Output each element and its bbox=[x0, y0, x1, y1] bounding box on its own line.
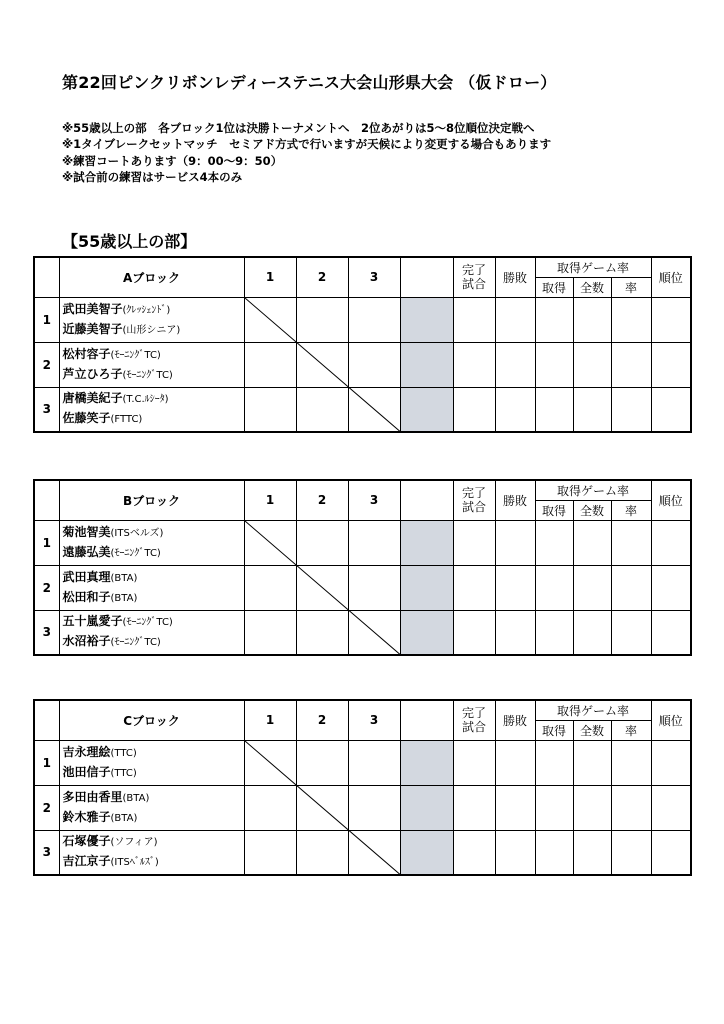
player-club: (ITSベルズ) bbox=[110, 527, 164, 539]
block-table-1 bbox=[33, 256, 692, 433]
player-club: (BTA) bbox=[110, 592, 138, 604]
result-cell bbox=[495, 387, 535, 432]
col-header-1: 1 bbox=[244, 480, 296, 520]
match-cell bbox=[244, 830, 296, 875]
result-cell bbox=[535, 830, 573, 875]
match-cell bbox=[296, 565, 348, 610]
player-name: 唐橋美紀子 bbox=[62, 391, 123, 406]
player-pair bbox=[59, 785, 244, 830]
result-cell bbox=[453, 297, 495, 342]
player-line bbox=[63, 543, 244, 563]
block-name: Cブロック bbox=[59, 700, 244, 740]
result-cell bbox=[573, 610, 611, 655]
player-club: (ﾓｰﾆﾝｸﾞTC) bbox=[110, 349, 161, 361]
player-name: 松村容子 bbox=[62, 346, 111, 361]
shaded-cell bbox=[400, 342, 453, 387]
col-header-1: 1 bbox=[244, 257, 296, 297]
match-cell bbox=[244, 342, 296, 387]
player-line bbox=[63, 612, 244, 632]
zensu-header: 全数 bbox=[573, 720, 611, 740]
player-line bbox=[63, 743, 244, 763]
shaded-cell bbox=[400, 387, 453, 432]
shaded-cell bbox=[400, 740, 453, 785]
shaded-cell bbox=[400, 297, 453, 342]
result-cell bbox=[651, 520, 691, 565]
shaded-cell bbox=[400, 520, 453, 565]
shutoku-header: 取得 bbox=[535, 277, 573, 297]
shaded-cell bbox=[400, 785, 453, 830]
shaded-cell bbox=[400, 610, 453, 655]
result-cell bbox=[651, 565, 691, 610]
result-cell bbox=[535, 297, 573, 342]
blank-header bbox=[400, 700, 453, 740]
player-row bbox=[34, 830, 691, 875]
result-cell bbox=[573, 387, 611, 432]
result-cell bbox=[611, 785, 651, 830]
player-name: 五十嵐愛子 bbox=[62, 614, 123, 629]
block-table-2 bbox=[33, 479, 692, 656]
match-cell bbox=[296, 520, 348, 565]
row-index: 1 bbox=[34, 297, 59, 342]
corner-cell bbox=[34, 257, 59, 297]
row-index: 3 bbox=[34, 387, 59, 432]
juni-header: 順位 bbox=[651, 700, 691, 740]
player-club: (ﾓｰﾆﾝｸﾞTC) bbox=[122, 369, 173, 381]
row-index: 1 bbox=[34, 740, 59, 785]
row-index: 2 bbox=[34, 785, 59, 830]
player-club: (BTA) bbox=[122, 792, 150, 804]
col-header-2: 2 bbox=[296, 257, 348, 297]
player-name: 武田美智子 bbox=[62, 301, 123, 316]
row-index: 3 bbox=[34, 830, 59, 875]
result-cell bbox=[495, 565, 535, 610]
match-cell bbox=[296, 342, 348, 387]
result-cell bbox=[651, 387, 691, 432]
result-cell bbox=[611, 740, 651, 785]
player-pair bbox=[59, 520, 244, 565]
player-line bbox=[63, 300, 244, 320]
document-title: 第22回ピンクリボンレディーステニス大会山形県大会 （仮ドロー） bbox=[62, 73, 557, 92]
notes bbox=[62, 120, 551, 185]
result-cell bbox=[573, 785, 611, 830]
row-index: 1 bbox=[34, 520, 59, 565]
player-line bbox=[63, 345, 244, 365]
player-pair bbox=[59, 830, 244, 875]
player-club: (BTA) bbox=[110, 812, 138, 824]
player-club: (ﾓｰﾆﾝｸﾞTC) bbox=[110, 547, 161, 559]
player-line bbox=[63, 808, 244, 828]
player-name: 石塚優子 bbox=[62, 834, 111, 849]
player-row bbox=[34, 520, 691, 565]
result-cell bbox=[453, 342, 495, 387]
row-index: 2 bbox=[34, 342, 59, 387]
match-cell bbox=[296, 297, 348, 342]
player-pair bbox=[59, 565, 244, 610]
match-cell bbox=[296, 830, 348, 875]
result-cell bbox=[535, 610, 573, 655]
match-cell bbox=[348, 785, 400, 830]
player-line bbox=[63, 852, 244, 872]
section-title: 【55歳以上の部】 bbox=[62, 232, 197, 251]
player-row bbox=[34, 610, 691, 655]
player-pair bbox=[59, 387, 244, 432]
player-name: 吉永理絵 bbox=[62, 744, 111, 759]
result-cell bbox=[651, 740, 691, 785]
result-cell bbox=[495, 830, 535, 875]
player-pair bbox=[59, 342, 244, 387]
result-cell bbox=[495, 785, 535, 830]
player-line bbox=[63, 523, 244, 543]
result-cell bbox=[651, 297, 691, 342]
match-cell bbox=[244, 785, 296, 830]
shaded-cell bbox=[400, 830, 453, 875]
match-cell bbox=[244, 297, 296, 342]
note-line: ※試合前の練習はサービス4本のみ bbox=[62, 169, 243, 184]
match-cell bbox=[348, 565, 400, 610]
result-cell bbox=[611, 387, 651, 432]
player-club: (TTC) bbox=[110, 747, 137, 759]
player-line bbox=[63, 632, 244, 652]
match-cell bbox=[348, 297, 400, 342]
result-cell bbox=[453, 520, 495, 565]
ritsu-header: 率 bbox=[611, 277, 651, 297]
shaded-cell bbox=[400, 565, 453, 610]
player-row bbox=[34, 785, 691, 830]
col-header-1: 1 bbox=[244, 700, 296, 740]
block-table-3 bbox=[33, 699, 692, 876]
note-line: ※1タイブレークセットマッチ セミアド方式で行いますが天候により変更する場合もあります bbox=[62, 137, 552, 152]
blank-header bbox=[400, 257, 453, 297]
result-cell bbox=[495, 297, 535, 342]
player-name: 武田真理 bbox=[62, 569, 111, 584]
player-row bbox=[34, 387, 691, 432]
match-cell bbox=[244, 610, 296, 655]
player-name: 松田和子 bbox=[62, 589, 111, 604]
shohai-header: 勝敗 bbox=[495, 257, 535, 297]
corner-cell bbox=[34, 700, 59, 740]
player-name: 吉江京子 bbox=[62, 854, 111, 869]
result-cell bbox=[453, 565, 495, 610]
player-line bbox=[63, 832, 244, 852]
result-cell bbox=[651, 785, 691, 830]
result-cell bbox=[535, 740, 573, 785]
player-pair bbox=[59, 297, 244, 342]
match-cell bbox=[348, 387, 400, 432]
result-cell bbox=[573, 740, 611, 785]
match-cell bbox=[244, 387, 296, 432]
result-cell bbox=[573, 520, 611, 565]
juni-header: 順位 bbox=[651, 257, 691, 297]
col-header-3: 3 bbox=[348, 480, 400, 520]
zensu-header: 全数 bbox=[573, 277, 611, 297]
player-club: (ソフィア) bbox=[110, 837, 158, 849]
result-cell bbox=[495, 342, 535, 387]
player-row bbox=[34, 565, 691, 610]
player-name: 池田信子 bbox=[62, 764, 111, 779]
player-name: 芦立ひろ子 bbox=[62, 366, 123, 381]
match-cell bbox=[244, 565, 296, 610]
shutoku-header: 取得 bbox=[535, 500, 573, 520]
player-line bbox=[63, 788, 244, 808]
match-cell bbox=[296, 740, 348, 785]
player-line bbox=[63, 365, 244, 385]
zensu-header: 全数 bbox=[573, 500, 611, 520]
result-cell bbox=[535, 565, 573, 610]
note-line: ※55歳以上の部 各ブロック1位は決勝トーナメントへ 2位あがりは5～8位順位決定戦へ bbox=[62, 121, 535, 135]
player-row bbox=[34, 740, 691, 785]
result-cell bbox=[573, 565, 611, 610]
result-cell bbox=[453, 387, 495, 432]
result-cell bbox=[611, 610, 651, 655]
game-rate-header: 取得ゲーム率 bbox=[535, 480, 651, 500]
player-line bbox=[63, 320, 244, 340]
player-pair bbox=[59, 740, 244, 785]
result-cell bbox=[611, 297, 651, 342]
result-cell bbox=[495, 520, 535, 565]
player-club: (ﾓｰﾆﾝｸﾞTC) bbox=[122, 617, 173, 629]
juni-header: 順位 bbox=[651, 480, 691, 520]
result-cell bbox=[535, 387, 573, 432]
player-club: (ITSﾍﾞﾙｽﾞ) bbox=[110, 857, 159, 869]
ritsu-header: 率 bbox=[611, 720, 651, 740]
result-cell bbox=[651, 610, 691, 655]
result-cell bbox=[453, 740, 495, 785]
col-header-2: 2 bbox=[296, 480, 348, 520]
kanryo-header: 完了 試合 bbox=[453, 700, 495, 740]
block-name: Aブロック bbox=[59, 257, 244, 297]
row-index: 3 bbox=[34, 610, 59, 655]
shohai-header: 勝敗 bbox=[495, 700, 535, 740]
corner-cell bbox=[34, 480, 59, 520]
result-cell bbox=[611, 342, 651, 387]
shohai-header: 勝敗 bbox=[495, 480, 535, 520]
col-header-3: 3 bbox=[348, 700, 400, 740]
player-name: 鈴木雅子 bbox=[62, 809, 111, 824]
match-cell bbox=[296, 387, 348, 432]
result-cell bbox=[453, 830, 495, 875]
game-rate-header: 取得ゲーム率 bbox=[535, 700, 651, 720]
player-name: 菊池智美 bbox=[62, 524, 111, 539]
col-header-3: 3 bbox=[348, 257, 400, 297]
block-name: Bブロック bbox=[59, 480, 244, 520]
player-row bbox=[34, 342, 691, 387]
result-cell bbox=[535, 342, 573, 387]
player-line bbox=[63, 763, 244, 783]
result-cell bbox=[651, 830, 691, 875]
match-cell bbox=[348, 610, 400, 655]
player-name: 佐藤笑子 bbox=[62, 411, 111, 426]
match-cell bbox=[296, 610, 348, 655]
row-index: 2 bbox=[34, 565, 59, 610]
player-club: (ﾓｰﾆﾝｸﾞTC) bbox=[110, 637, 161, 649]
player-line bbox=[63, 568, 244, 588]
ritsu-header: 率 bbox=[611, 500, 651, 520]
player-club: (FTTC) bbox=[110, 414, 143, 426]
player-name: 遠藤弘美 bbox=[62, 544, 111, 559]
player-name: 近藤美智子 bbox=[62, 321, 123, 336]
match-cell bbox=[244, 520, 296, 565]
result-cell bbox=[495, 610, 535, 655]
result-cell bbox=[453, 785, 495, 830]
match-cell bbox=[348, 520, 400, 565]
player-row bbox=[34, 297, 691, 342]
result-cell bbox=[611, 565, 651, 610]
result-cell bbox=[611, 830, 651, 875]
match-cell bbox=[296, 785, 348, 830]
player-line bbox=[63, 409, 244, 429]
result-cell bbox=[651, 342, 691, 387]
match-cell bbox=[244, 740, 296, 785]
kanryo-header: 完了 試合 bbox=[453, 480, 495, 520]
player-name: 多田由香里 bbox=[62, 789, 123, 804]
note-line: ※練習コートあります（9：00～9：50） bbox=[62, 153, 283, 168]
player-club: (山形シニア) bbox=[122, 324, 181, 336]
result-cell bbox=[453, 610, 495, 655]
player-name: 水沼裕子 bbox=[62, 634, 111, 649]
kanryo-header: 完了 試合 bbox=[453, 257, 495, 297]
match-cell bbox=[348, 830, 400, 875]
col-header-2: 2 bbox=[296, 700, 348, 740]
match-cell bbox=[348, 740, 400, 785]
player-pair bbox=[59, 610, 244, 655]
result-cell bbox=[573, 342, 611, 387]
player-club: (ｸﾚｯｼｪﾝﾄﾞ) bbox=[122, 304, 171, 316]
shutoku-header: 取得 bbox=[535, 720, 573, 740]
player-club: (T.C.ﾙｼｰﾀ) bbox=[122, 394, 169, 406]
player-line bbox=[63, 588, 244, 608]
result-cell bbox=[573, 297, 611, 342]
game-rate-header: 取得ゲーム率 bbox=[535, 257, 651, 277]
result-cell bbox=[495, 740, 535, 785]
player-club: (TTC) bbox=[110, 767, 137, 779]
blank-header bbox=[400, 480, 453, 520]
match-cell bbox=[348, 342, 400, 387]
result-cell bbox=[573, 830, 611, 875]
result-cell bbox=[611, 520, 651, 565]
result-cell bbox=[535, 785, 573, 830]
result-cell bbox=[535, 520, 573, 565]
player-line bbox=[63, 389, 244, 409]
player-club: (BTA) bbox=[110, 572, 138, 584]
